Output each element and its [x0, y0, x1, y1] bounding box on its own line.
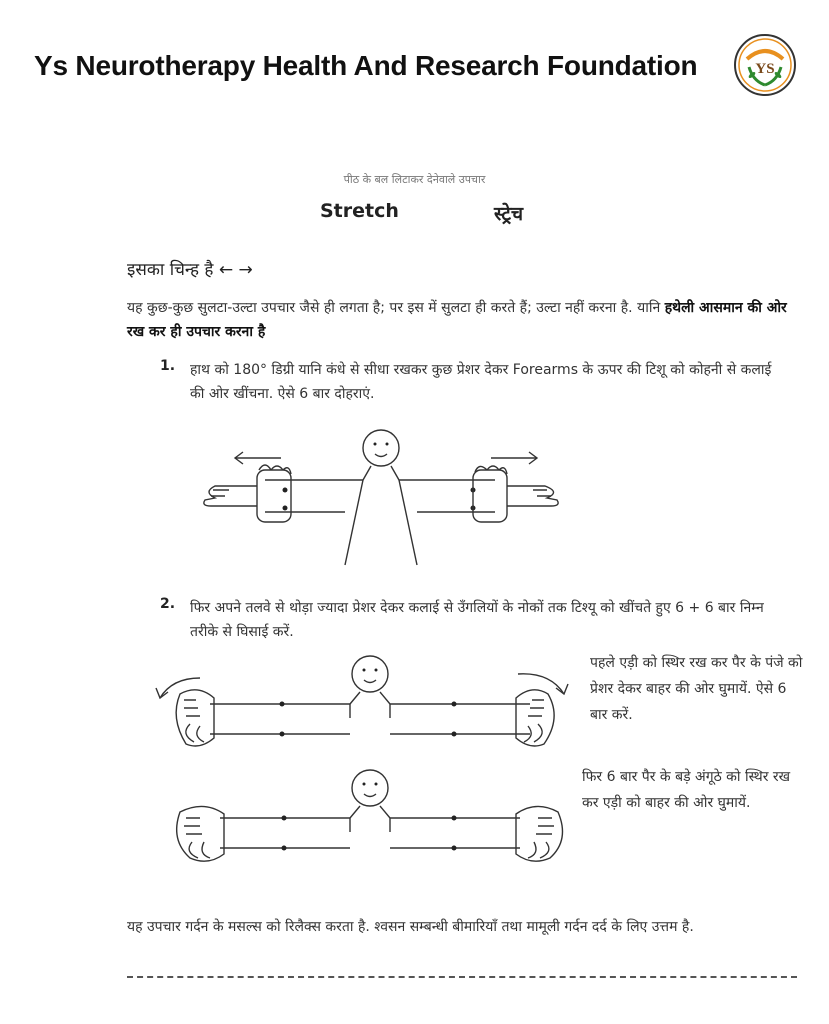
caption-heel-fixed: पहले एड़ी को स्थिर रख कर पैर के पंजे को प्रेशर देकर बाहर की ओर घुमायें. ऐसे 6 बार करें. [590, 655, 803, 723]
logo-icon [733, 33, 797, 97]
intro-paragraph [127, 296, 787, 344]
symbol-label: इसका चिन्ह है ← → [127, 260, 253, 280]
logo-text: YS [755, 61, 775, 77]
figure-toe-fixed-rotation [160, 762, 580, 872]
figure-heel-fixed-rotation [150, 648, 580, 758]
figure-arms-stretch [195, 420, 575, 570]
treatment-title-english: Stretch [320, 200, 399, 222]
footer-benefit-text: यह उपचार गर्दन के मसल्स को रिलैक्स करता है. श्वसन सम्बन्धी बीमारियाँ तथा मामूली गर्दन दर्द के लिए उत्तम है. [127, 919, 694, 935]
page-title: Ys Neurotherapy Health And Research Foundation [34, 50, 698, 81]
step-1-number: 1. [160, 358, 176, 374]
caption-toe-fixed: फिर 6 बार पैर के बड़े अंगूठे को स्थिर रख कर एड़ी को बाहर की ओर घुमायें. [582, 769, 791, 811]
section-subtitle: पीठ के बल लिटाकर देनेवाले उपचार [343, 173, 486, 186]
step-1-text: हाथ को 180° डिग्री यानि कंधे से सीधा रखकर कुछ प्रेशर देकर Forearms के ऊपर की टिशू को कोहनी से कलाई की ओर खींचना. ऐसे 6 बार दोहराएं. [190, 362, 772, 402]
divider [127, 976, 797, 982]
intro-bold-text: हथेली आसमान की ओर रख कर ही उपचार करना है [127, 300, 787, 340]
treatment-title-hindi: स्ट्रेच [494, 203, 524, 225]
step-2-text: फिर अपने तलवे से थोड़ा ज्यादा प्रेशर देकर कलाई से उँगलियों के नोकों तक टिश्यू को खींचते हुए 6 + 6 बार निम्न तरीके से घिसाई करें. [190, 600, 764, 640]
intro-text: यह कुछ-कुछ सुलटा-उल्टा उपचार जैसे ही लगता है; पर इस में सुलटा ही करते हैं; उल्टा नहीं करना है. यानि [127, 300, 665, 316]
step-2-number: 2. [160, 596, 176, 612]
